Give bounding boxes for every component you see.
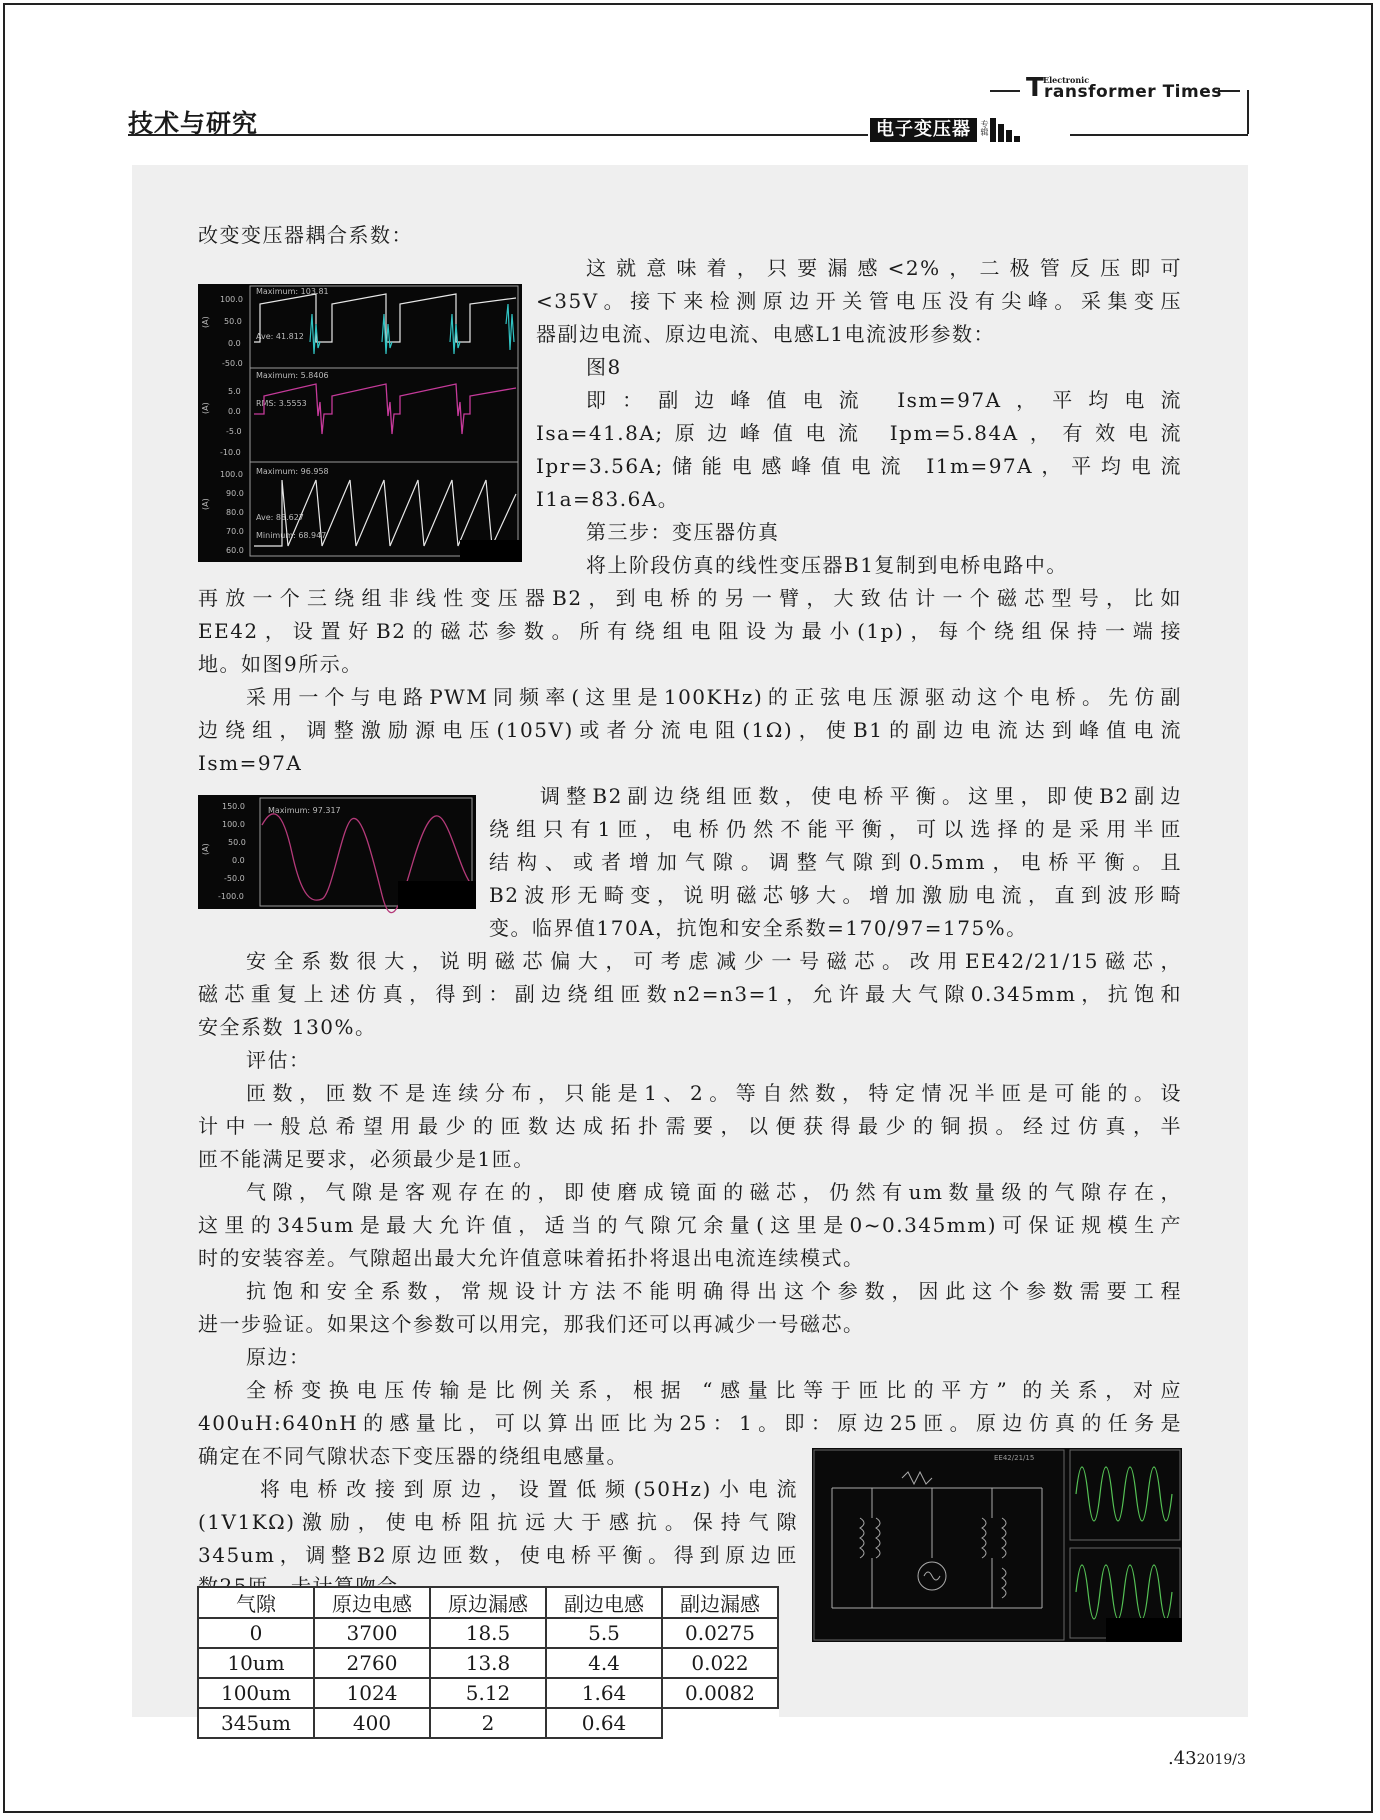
- p2-line4: I1a=83.6A。: [536, 487, 680, 511]
- p3-line1: 将上阶段仿真的线性变压器B1复制到电桥电路中。: [586, 553, 1068, 577]
- brand-electronic: Electronic: [1043, 75, 1090, 85]
- table-cell: 0.022: [662, 1648, 778, 1678]
- scope1-unit-2: (A): [201, 402, 210, 414]
- p6-line3: 安全系数 130%。: [198, 1015, 377, 1039]
- p11-line3: 345um，调整B2原边匝数，使电桥平衡。得到原边匝: [198, 1543, 798, 1567]
- p5-line2: 绕组只有1匝，电桥仍然不能平衡，可以选择的是采用半匝: [489, 817, 1182, 841]
- p3-line3: EE42，设置好B2的磁芯参数。所有绕组电阻设为最小(1p)，每个绕组保持一端接: [198, 619, 1182, 643]
- scope1-p1-ave: Ave: 41.812: [256, 332, 304, 341]
- table-cell-empty: [662, 1708, 778, 1738]
- table-cell: 2760: [314, 1648, 430, 1678]
- p1-line2: <35V。接下来检测原边开关管电压没有尖峰。采集变压: [536, 289, 1182, 313]
- p10-line3: 确定在不同气隙状态下变压器的绕组电感量。: [198, 1444, 628, 1468]
- scope1-p3-tick: 70.0: [226, 527, 244, 536]
- table-header: 副边漏感: [662, 1587, 778, 1618]
- scope1-p2-tick: -10.0: [220, 448, 241, 457]
- p10-line2: 400uH:640nH的感量比，可以算出匝比为25：1。即：原边25匝。原边仿真的任务是: [198, 1411, 1182, 1435]
- fig9-title: EE42/21/15: [994, 1454, 1035, 1462]
- scope1-p1-tick: 100.0: [220, 295, 243, 304]
- table-cell: 10um: [198, 1648, 314, 1678]
- p4-line2: 边绕组，调整激励源电压(105V)或者分流电阻(1Ω)，使B1的副边电流达到峰值电流: [198, 718, 1182, 742]
- p8-line2: 这里的345um是最大允许值，适当的气隙冗余量(这里是0~0.345mm)可保证规模生产: [198, 1213, 1182, 1237]
- scope1-unit-1: (A): [201, 316, 210, 328]
- table-cell: 13.8: [430, 1648, 546, 1678]
- p5-line1: 调整B2副边绕组匝数，使电桥平衡。这里，即使B2副边: [540, 784, 1182, 808]
- table-row: [198, 1708, 778, 1738]
- journal-tag: 专辑: [980, 120, 989, 136]
- sine-scope: [198, 795, 476, 909]
- table-header-row: [198, 1587, 778, 1618]
- table-header: 副边电感: [546, 1587, 662, 1618]
- table-cell: 100um: [198, 1678, 314, 1708]
- table-cell: 5.5: [546, 1618, 662, 1648]
- scope1-p1-tick: -50.0: [222, 359, 243, 368]
- p8-line1: 气隙，气隙是客观存在的，即使磨成镜面的磁芯，仍然有um数量级的气隙存在，: [246, 1180, 1182, 1204]
- section-title: 技术与研究: [128, 109, 259, 138]
- table-cell: 18.5: [430, 1618, 546, 1648]
- p8-line3: 时的安装容差。气隙超出最大允许值意味着拓扑将退出电流连续模式。: [198, 1246, 865, 1270]
- table-cell: 2: [430, 1708, 546, 1738]
- scope1-p3-ave: Ave: 83.627: [256, 513, 304, 522]
- scope1-p2-tick: 5.0: [228, 387, 241, 396]
- scope2-tick: -100.0: [218, 892, 244, 901]
- table-cell: 0.0082: [662, 1678, 778, 1708]
- p6-line1: 安全系数很大，说明磁芯偏大，可考虑减少一号磁芯。改用EE42/21/15磁芯，: [246, 949, 1182, 973]
- table-cell: 5.12: [430, 1678, 546, 1708]
- table-row: [198, 1648, 778, 1678]
- scope1-p2-tick: -5.0: [226, 427, 242, 436]
- brand-initial: T: [1026, 73, 1044, 103]
- p11-line1: 将电桥改接到原边，设置低频(50Hz)小电流: [260, 1477, 798, 1501]
- table-cell: 1024: [314, 1678, 430, 1708]
- fig9-circuit: [812, 1448, 1182, 1642]
- table-cell: 1.64: [546, 1678, 662, 1708]
- scope1-p3-min: Minimum: 68.947: [256, 531, 327, 540]
- table-cell: 3700: [314, 1618, 430, 1648]
- table-header: 原边漏感: [430, 1587, 546, 1618]
- p4-line3: Ism=97A: [198, 751, 303, 775]
- scope2-max: Maximum: 97.317: [268, 806, 341, 815]
- brand-name: ransformer Times: [1044, 82, 1222, 102]
- heading-coupling: 改变变压器耦合系数：: [198, 223, 413, 247]
- p9-line1: 抗饱和安全系数，常规设计方法不能明确得出这个参数，因此这个参数需要工程: [246, 1279, 1182, 1303]
- p5-line3: 结构、或者增加气隙。调整气隙到0.5mm，电桥平衡。且: [489, 850, 1182, 874]
- p6-line2: 磁芯重复上述仿真，得到：副边绕组匝数n2=n3=1，允许最大气隙0.345mm，抗饱和: [198, 982, 1182, 1006]
- scope2-unit: (A): [201, 843, 210, 855]
- header-rule: [128, 134, 868, 136]
- fig8-caption: 图8: [586, 355, 622, 379]
- p4-line1: 采用一个与电路PWM同频率(这里是100KHz)的正弦电压源驱动这个电桥。先仿副: [246, 685, 1182, 709]
- table-cell: 0: [198, 1618, 314, 1648]
- scope1-p2-max: Maximum: 5.8406: [256, 371, 329, 380]
- p10-line1: 全桥变换电压传输是比例关系，根据 “感量比等于匝比的平方” 的关系，对应: [246, 1378, 1182, 1402]
- inductance-table: [197, 1586, 779, 1739]
- issue-date: 2019/3: [1196, 1752, 1246, 1768]
- scope1-p1-tick: 0.0: [228, 339, 241, 348]
- table-cell: 345um: [198, 1708, 314, 1738]
- p7-line2: 计中一般总希望用最少的匝数达成拓扑需要，以便获得最少的铜损。经过仿真，半: [198, 1114, 1182, 1138]
- table-cell: 0.0275: [662, 1618, 778, 1648]
- brand-dash: [990, 90, 1020, 92]
- p7-line1: 匝数，匝数不是连续分布，只能是1、2。等自然数，特定情况半匝是可能的。设: [246, 1081, 1182, 1105]
- page-number-value: .43: [1168, 1748, 1197, 1769]
- scope2-tick: 100.0: [222, 820, 245, 829]
- header-rule-right: [1070, 134, 1248, 136]
- scope1-p1-tick: 50.0: [224, 317, 242, 326]
- p5-line4: B2波形无畸变，说明磁芯够大。增加激励电流，直到波形畸: [489, 883, 1182, 907]
- eval-heading: 评估：: [246, 1048, 311, 1072]
- brand-title: [990, 73, 1248, 103]
- scope1-p3-max: Maximum: 96.958: [256, 467, 329, 476]
- p9-line2: 进一步验证。如果这个参数可以用完，那我们还可以再减少一号磁芯。: [198, 1312, 865, 1336]
- p7-line3: 匝不能满足要求，必须最少是1匝。: [198, 1147, 535, 1171]
- scope1-p3-tick: 80.0: [226, 508, 244, 517]
- brand-dash-right: [1218, 90, 1240, 92]
- p2-line2: Isa=41.8A;原边峰值电流 Ipm=5.84A，有效电流: [536, 421, 1182, 445]
- scope2-tick: 0.0: [232, 856, 245, 865]
- scope2-tick: 50.0: [228, 838, 246, 847]
- table-cell: 400: [314, 1708, 430, 1738]
- table-cell: 4.4: [546, 1648, 662, 1678]
- logo-steps: [990, 118, 1020, 142]
- table-header: 气隙: [198, 1587, 314, 1618]
- table-cell: 0.64: [546, 1708, 662, 1738]
- p3-line2: 再放一个三绕组非线性变压器B2，到电桥的另一臂，大致估计一个磁芯型号，比如: [198, 586, 1182, 610]
- p2-line3: Ipr=3.56A;储能电感峰值电流 I1m=97A，平均电流: [536, 454, 1182, 478]
- p11-line2: (1V1KΩ)激励，使电桥阻抗远大于感抗。保持气隙: [198, 1510, 798, 1534]
- scope1-p2-tick: 0.0: [228, 407, 241, 416]
- p3-line4: 地。如图9所示。: [198, 652, 363, 676]
- scope2-tick: -50.0: [224, 874, 245, 883]
- journal-logo: 电子变压器: [870, 118, 977, 142]
- brand-tick: [1247, 90, 1249, 134]
- p5-line5: 变。临界值170A，抗饱和安全系数=170/97=175%。: [489, 916, 1028, 940]
- scope1-p2-rms: RMS: 3.5553: [256, 399, 307, 408]
- p1-line1: 这就意味着，只要漏感<2%，二极管反压即可: [586, 256, 1182, 280]
- fig8-scope: [198, 284, 522, 562]
- scope1-p3-tick: 100.0: [220, 470, 243, 479]
- page-number: [1168, 1748, 1246, 1769]
- scope2-tick: 150.0: [222, 802, 245, 811]
- primary-heading: 原边：: [246, 1345, 311, 1369]
- table-row: [198, 1678, 778, 1708]
- p11-line4: [198, 1570, 398, 1584]
- scope1-p3-tick: 60.0: [226, 546, 244, 555]
- scope1-p1-max: Maximum: 103.81: [256, 287, 329, 296]
- p2-line1: 即：副边峰值电流 Ism=97A，平均电流: [586, 388, 1182, 412]
- scope1-p3-tick: 90.0: [226, 489, 244, 498]
- step3-heading: 第三步：变压器仿真: [586, 520, 780, 544]
- scope1-unit-3: (A): [201, 498, 210, 510]
- p1-line3: 器副边电流、原边电流、电感L1电流波形参数：: [536, 322, 996, 346]
- table-row: [198, 1618, 778, 1648]
- table-header: 原边电感: [314, 1587, 430, 1618]
